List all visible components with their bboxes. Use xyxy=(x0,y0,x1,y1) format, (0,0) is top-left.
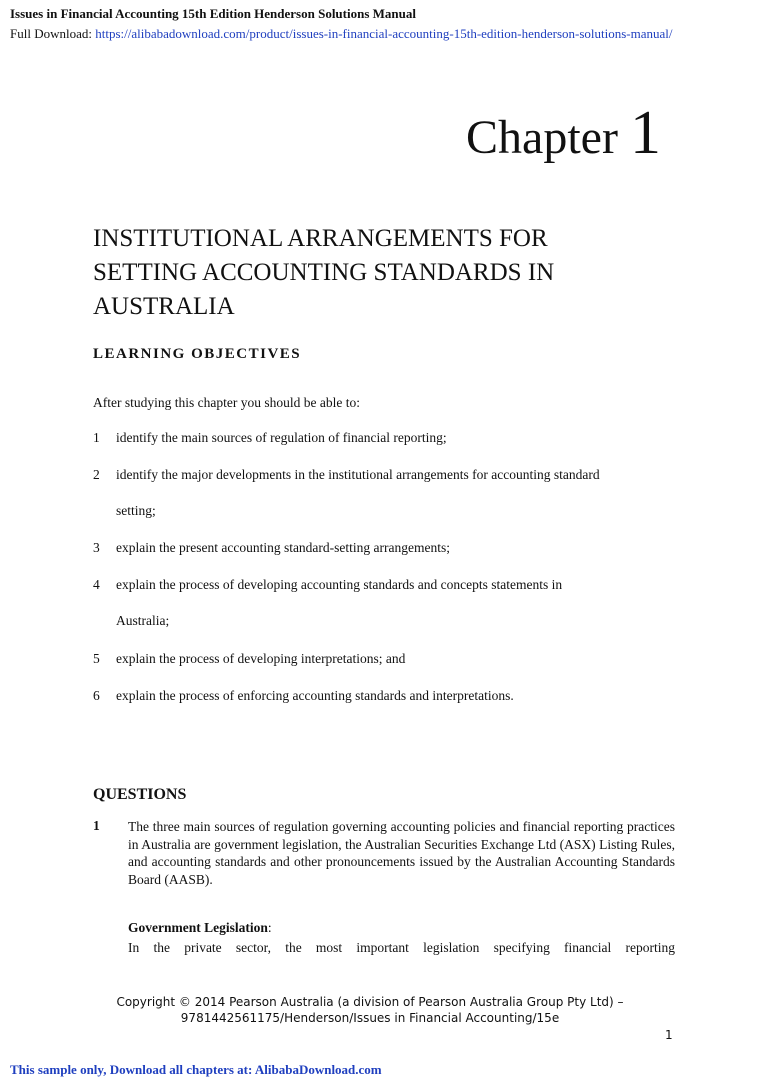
objective-text: identify the major developments in the institutional arrangements for accounting standard xyxy=(116,467,600,482)
questions-heading: QUESTIONS xyxy=(93,786,187,803)
download-link[interactable]: https://alibabadownload.com/product/issues-in-financial-accounting-15th-edition-henderson-solutions-manual/ xyxy=(95,26,673,41)
learning-objectives-intro: After studying this chapter you should be able to: xyxy=(93,395,360,410)
objective-text: explain the process of developing interpretations; and xyxy=(116,651,406,666)
objective-number: 2 xyxy=(93,467,100,482)
objective-text: explain the present accounting standard-setting arrangements; xyxy=(116,540,451,555)
objective-number: 4 xyxy=(93,577,100,592)
sub-heading xyxy=(128,920,272,936)
sample-download-banner[interactable]: This sample only, Download all chapters at: AlibabaDownload.com xyxy=(10,1062,382,1077)
objective-number: 6 xyxy=(93,688,100,703)
objective-number: 5 xyxy=(93,651,100,666)
question-number: 1 xyxy=(93,818,100,833)
sub-paragraph: In the private sector, the most important legislation specifying financial reporting xyxy=(128,940,675,955)
learning-objectives-heading: LEARNING OBJECTIVES xyxy=(93,346,302,362)
question-answer: The three main sources of regulation governing accounting policies and financial reporting practices in Australia are government legislation, the Australian Securities Exchange Ltd (ASX) Listing Rules, and accounting standards and other pronouncements issued by the Australian Accounting Standards Board (AASB). xyxy=(128,819,675,887)
copyright-line-1: Copyright © 2014 Pearson Australia (a division of Pearson Australia Group Pty Ltd) – xyxy=(116,995,624,1009)
chapter-word: Chapter xyxy=(466,111,618,164)
sub-heading-label: Government Legislation xyxy=(128,920,268,935)
banner-download xyxy=(10,26,673,42)
objective-number: 1 xyxy=(93,430,100,445)
page-number: 1 xyxy=(665,1028,673,1042)
copyright-line-2: 9781442561175/Henderson/Issues in Financial Accounting/15e xyxy=(180,1011,560,1025)
chapter-title: INSTITUTIONAL ARRANGEMENTS FOR SETTING ACCOUNTING STANDARDS IN AUSTRALIA xyxy=(93,225,555,320)
download-label: Full Download: xyxy=(10,26,96,41)
objective-text: explain the process of developing accounting standards and concepts statements in xyxy=(116,577,563,592)
objective-text: identify the main sources of regulation of financial reporting; xyxy=(116,430,447,445)
banner-title: Issues in Financial Accounting 15th Edition Henderson Solutions Manual xyxy=(10,6,416,21)
objective-text-continued: setting; xyxy=(116,503,156,518)
objective-text-continued: Australia; xyxy=(116,613,170,628)
copyright-notice xyxy=(100,994,640,1026)
chapter-number: 1 xyxy=(629,99,661,167)
sub-heading-colon: : xyxy=(267,920,272,935)
chapter-heading xyxy=(466,99,661,167)
objective-text: explain the process of enforcing accounting standards and interpretations. xyxy=(116,688,514,703)
objective-number: 3 xyxy=(93,540,100,555)
